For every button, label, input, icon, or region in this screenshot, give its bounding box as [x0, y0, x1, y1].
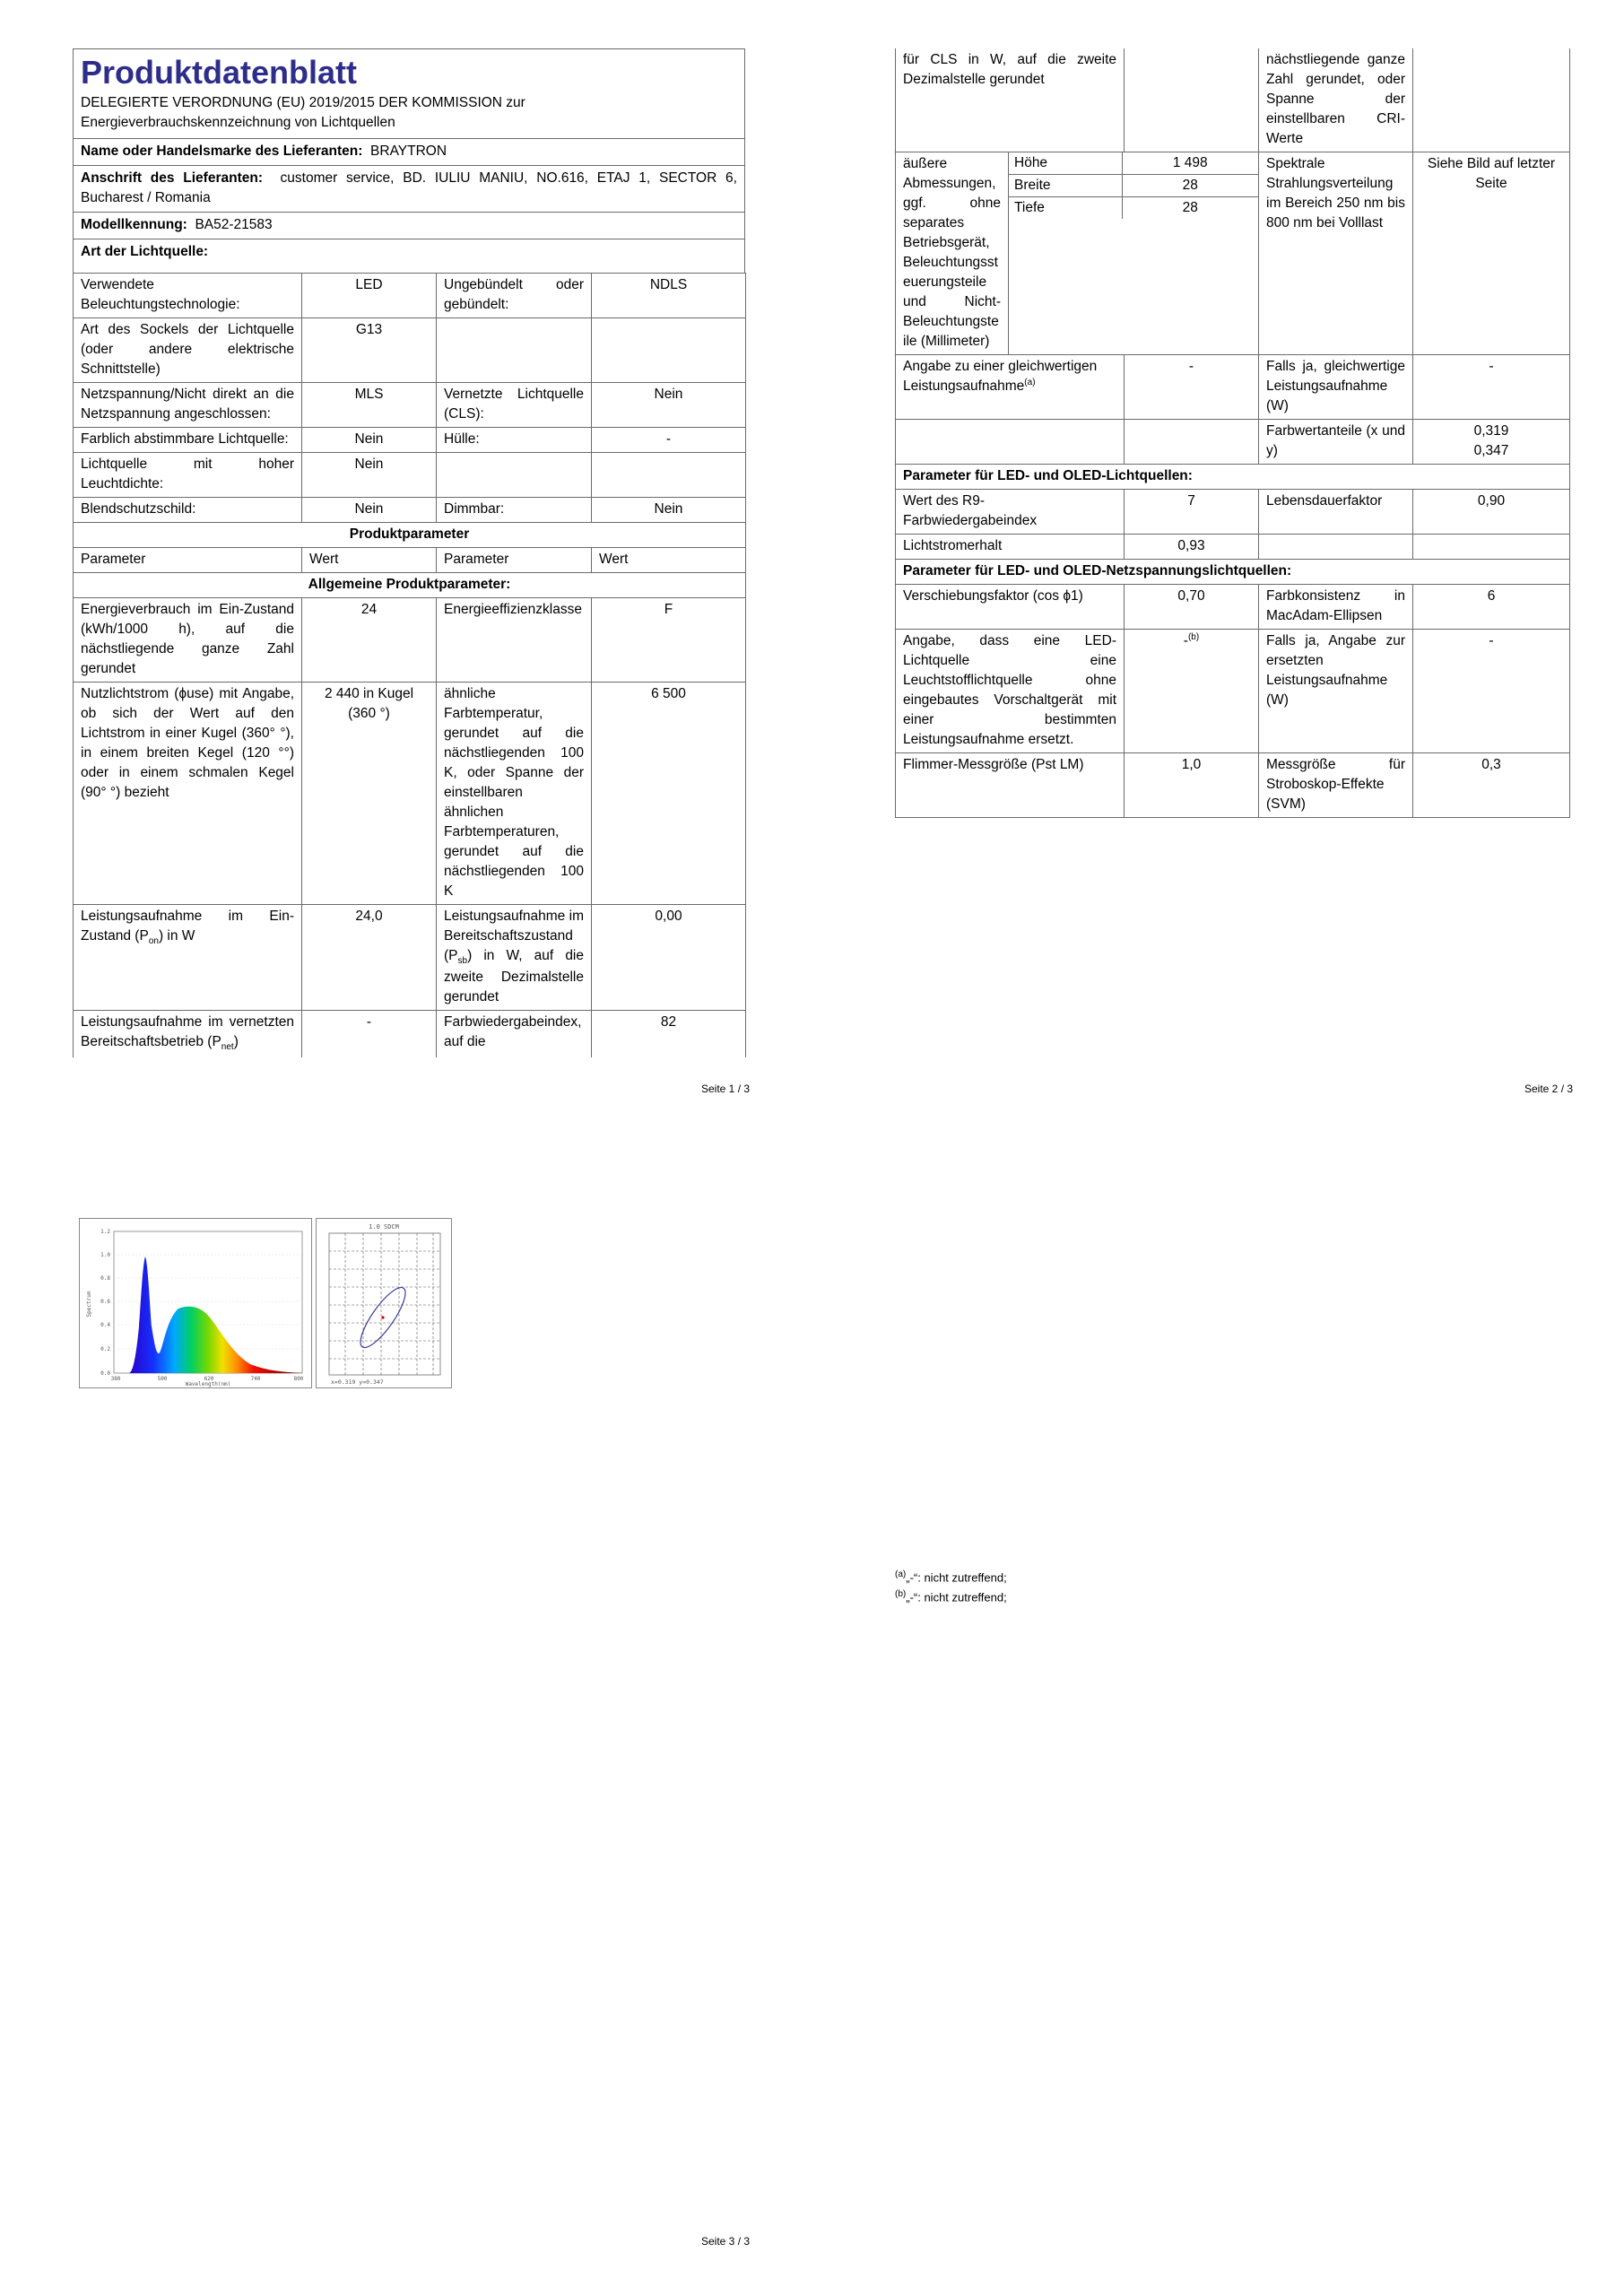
table-cell: 7 — [1125, 490, 1259, 535]
table-cell: Ungebündelt oder gebündelt: — [437, 274, 592, 318]
table-cell: 6 — [1413, 585, 1570, 630]
table-row — [74, 683, 746, 905]
chroma-y: 0,347 — [1473, 443, 1509, 458]
table-cell: Lichtquelle mit hoher Leuchtdichte: — [74, 453, 302, 498]
table-cell — [1413, 420, 1570, 465]
cell-subscript: net — [221, 1042, 234, 1053]
cell-subscript: on — [148, 936, 159, 947]
table-cell: Spektrale Strahlungsverteilung im Bereich 250 nm bis 800 nm bei Volllast — [1259, 152, 1413, 355]
table-row — [74, 274, 746, 318]
table-cell: Blendschutzschild: — [74, 498, 302, 523]
x-axis-label: Wavelength(nm) — [185, 1381, 231, 1387]
footnote-a — [895, 1568, 1569, 1587]
y-tick-label: 0.0 — [100, 1370, 110, 1377]
table-cell: Nutzlichtstrom (ϕuse) mit Angabe, ob sich der Wert auf den Lichtstrom in einer Kugel (360° °), in einem breiten Kegel (120 °°) oder in einem schmalen Kegel (90° °) bezieht — [74, 683, 302, 905]
table-cell: äußere Abmessungen, ggf. ohne separates Betriebsgerät, Beleuchtungssteuerungsteile und Nicht-Beleuchtungsteile (Millimeter) — [896, 152, 1009, 355]
y-tick-label: 1.0 — [100, 1252, 110, 1258]
table-cell: - — [592, 428, 746, 453]
light-source-type-label: Art der Lichtquelle: — [81, 244, 209, 260]
cie-title: 1.0 SDCM — [369, 1223, 399, 1231]
table-cell: für CLS in W, auf die zweite Dezimalstelle gerundet — [896, 48, 1125, 152]
chroma-x: 0,319 — [1473, 423, 1509, 439]
table-cell — [592, 453, 746, 498]
cell-text: ) in W, auf die zweite Dezimalstelle gerundet — [444, 948, 584, 1005]
table-row — [896, 535, 1570, 560]
table-cell: Verwendete Beleuchtungstechnologie: — [74, 274, 302, 318]
table-cell: Hülle: — [437, 428, 592, 453]
dimensions-table — [1009, 152, 1258, 219]
x-tick-label: 740 — [250, 1376, 261, 1382]
x-tick-label: 620 — [204, 1376, 214, 1382]
model-row — [74, 212, 744, 239]
section-header-row — [74, 573, 746, 598]
table-cell: MLS — [302, 383, 437, 428]
table-cell: Falls ja, Angabe zur ersetzten Leistungsaufnahme (W) — [1259, 630, 1413, 753]
table-cell: - — [1413, 630, 1570, 753]
table-cell: Nein — [302, 453, 437, 498]
page-number: Seite 1 / 3 — [701, 1083, 751, 1095]
table-row — [896, 490, 1570, 535]
table-cell: 24 — [302, 598, 437, 683]
table-row — [74, 1011, 746, 1057]
table-cell: Höhe — [1009, 152, 1122, 175]
table-cell: Nein — [592, 383, 746, 428]
address-value: customer service, BD. IULIU MANIU, NO.616, ETAJ 1, SECTOR 6, Bucharest / Romania — [81, 170, 737, 206]
column-header: Wert — [592, 548, 746, 573]
footnote-text: „-“: nicht zutreffend; — [906, 1590, 1007, 1605]
table-cell: Netzspannung/Nicht direkt an die Netzspannung angeschlossen: — [74, 383, 302, 428]
column-header: Parameter — [74, 548, 302, 573]
table-cell: Dimmbar: — [437, 498, 592, 523]
table-cell: Nein — [302, 498, 437, 523]
table-row — [74, 453, 746, 498]
table-row — [1009, 152, 1258, 175]
cell-text: - — [1183, 633, 1188, 649]
document-subtitle: DELEGIERTE VERORDNUNG (EU) 2019/2015 DER KOMMISSION zur Energieverbrauchskennzeichnung von Lichtquellen — [81, 95, 525, 131]
table-cell: Verschiebungsfaktor (cos ϕ1) — [896, 585, 1125, 630]
model-value: BA52-21583 — [195, 217, 273, 233]
table-cell: - — [302, 1011, 437, 1057]
table-cell: Vernetzte Lichtquelle (CLS): — [437, 383, 592, 428]
table-row — [896, 630, 1570, 753]
table-row — [74, 598, 746, 683]
table-row — [896, 48, 1570, 152]
table-cell — [1259, 535, 1413, 560]
footnote-ref: (b) — [1187, 632, 1200, 642]
section-header-row — [896, 465, 1570, 490]
table-row — [74, 905, 746, 1011]
cell-text: ) in W — [158, 928, 195, 944]
table-cell — [1125, 630, 1259, 753]
table-cell: Lichtstromerhalt — [896, 535, 1125, 560]
table-cell: - — [1413, 355, 1570, 420]
page-1 — [73, 48, 745, 1057]
table-row — [1009, 175, 1258, 197]
table-cell: Nein — [302, 428, 437, 453]
table-row — [896, 753, 1570, 818]
table-cell: Wert des R9-Farbwiedergabeindex — [896, 490, 1125, 535]
table-row — [896, 585, 1570, 630]
page-1-header — [73, 48, 745, 274]
table-cell — [1125, 420, 1259, 465]
table-cell: LED — [302, 274, 437, 318]
table-cell: Farbwertanteile (x und y) — [1259, 420, 1413, 465]
table-cell: ähnliche Farbtemperatur, gerundet auf die nächstliegenden 100 K, oder Spanne der einstellbaren ähnlichen Farbtemperaturen, gerundet auf die nächstliegenden 100 K — [437, 683, 592, 905]
light-source-type-header — [74, 239, 744, 273]
table-cell: Tiefe — [1009, 197, 1122, 220]
table-cell: 28 — [1122, 175, 1258, 197]
table-cell — [1125, 48, 1259, 152]
x-tick-label: 800 — [293, 1376, 304, 1382]
table-row — [896, 152, 1570, 355]
table-cell: 0,00 — [592, 905, 746, 1011]
supplier-label: Name oder Handelsmarke des Lieferanten: — [81, 144, 363, 160]
table-cell — [1413, 535, 1570, 560]
address-row — [74, 165, 744, 212]
table-row — [1009, 197, 1258, 220]
table-cell: Angabe, dass eine LED-Lichtquelle eine Leuchtstofflichtquelle ohne eingebautes Vorschaltgerät mit einer bestimmten Leistungsaufnahme ersetzt. — [896, 630, 1125, 753]
table-cell: Energieverbrauch im Ein-Zustand (kWh/1000 h), auf die nächstliegende ganze Zahl gerundet — [74, 598, 302, 683]
table-cell — [896, 355, 1125, 420]
table-cell: F — [592, 598, 746, 683]
y-tick-label: 0.2 — [100, 1346, 110, 1352]
x-tick-label: 380 — [110, 1376, 121, 1382]
y-tick-label: 0.6 — [100, 1299, 110, 1305]
table-cell: Art des Sockels der Lichtquelle (oder andere elektrische Schnittstelle) — [74, 318, 302, 383]
cie-readout: x=0.319 y=0.347 — [331, 1378, 384, 1386]
footnote-marker: (b) — [895, 1589, 907, 1600]
cie-ellipse-image — [316, 1218, 452, 1388]
footnote-text: „-“: nicht zutreffend; — [906, 1570, 1007, 1585]
cell-subscript: sb — [457, 956, 468, 967]
table-cell: nächstliegende ganze Zahl gerundet, oder Spanne der einstellbaren CRI-Werte — [1259, 48, 1413, 152]
cell-text: Angabe zu einer gleichwertigen Leistungsaufnahme — [903, 359, 1098, 395]
table-cell: Messgröße für Stroboskop-Effekte (SVM) — [1259, 753, 1413, 818]
column-header: Parameter — [437, 548, 592, 573]
table-cell: Lebensdauerfaktor — [1259, 490, 1413, 535]
table-cell: Energieeffizienzklasse — [437, 598, 592, 683]
document-title: Produktdatenblatt — [81, 54, 358, 91]
column-header-row — [74, 548, 746, 573]
table-row — [74, 428, 746, 453]
general-params-header: Allgemeine Produktparameter: — [74, 573, 746, 598]
table-cell: 6 500 — [592, 683, 746, 905]
table-cell — [1413, 48, 1570, 152]
model-label: Modellkennung: — [81, 217, 187, 233]
page-number: Seite 3 / 3 — [701, 2235, 751, 2248]
section-header-row — [74, 523, 746, 548]
cell-text: ) — [233, 1034, 239, 1050]
section-header-row — [896, 560, 1570, 585]
product-params-header: Produktparameter — [74, 523, 746, 548]
table-cell: 28 — [1182, 200, 1198, 215]
table-cell: 0,90 — [1413, 490, 1570, 535]
table-cell: Nein — [592, 498, 746, 523]
led-params-header: Parameter für LED- und OLED-Lichtquellen: — [896, 465, 1570, 490]
table-cell: Siehe Bild auf letzter Seite — [1413, 152, 1570, 355]
mains-params-header: Parameter für LED- und OLED-Netzspannungslichtquellen: — [896, 560, 1570, 585]
table-row — [896, 420, 1570, 465]
address-label: Anschrift des Lieferanten: — [81, 170, 263, 187]
table-row — [74, 383, 746, 428]
cell-text: Leistungsaufnahme im Bereitschaftszustand (P — [444, 909, 584, 964]
table-cell: 1,0 — [1125, 753, 1259, 818]
table-cell: NDLS — [592, 274, 746, 318]
cell-text: Leistungsaufnahme im Ein-Zustand (P — [81, 909, 294, 944]
table-cell — [437, 453, 592, 498]
table-cell: 24,0 — [302, 905, 437, 1011]
chromaticity-point — [381, 1316, 384, 1318]
footnote-marker: (a) — [895, 1570, 907, 1579]
footnotes — [895, 1568, 1569, 1607]
table-row — [896, 355, 1570, 420]
table-cell — [437, 318, 592, 383]
footnote-ref: (a) — [1024, 378, 1036, 387]
table-cell: Farbwiedergabeindex, auf die — [437, 1011, 592, 1057]
supplier-row — [74, 138, 744, 165]
cell-text: Leistungsaufnahme im vernetzten Bereitschaftsbetrieb (P — [81, 1014, 294, 1050]
supplier-value: BRAYTRON — [370, 144, 447, 160]
dimensions-cell — [1009, 152, 1259, 355]
cie-ellipse-chart — [317, 1219, 451, 1387]
x-tick-label: 500 — [157, 1376, 168, 1382]
page-1-table — [73, 273, 746, 1057]
table-row — [74, 498, 746, 523]
table-cell: Flimmer-Messgröße (Pst LM) — [896, 753, 1125, 818]
table-cell — [592, 318, 746, 383]
y-axis-label: Spectrum — [86, 1291, 92, 1318]
spectrum-image — [79, 1218, 312, 1388]
column-header: Wert — [302, 548, 437, 573]
table-cell — [437, 905, 592, 1011]
table-cell: - — [1125, 355, 1259, 420]
table-row — [74, 318, 746, 383]
table-cell: Falls ja, gleichwertige Leistungsaufnahme (W) — [1259, 355, 1413, 420]
table-cell: Breite — [1009, 175, 1122, 197]
spectrum-chart — [80, 1219, 311, 1387]
table-cell: 0,3 — [1413, 753, 1570, 818]
table-cell: 2 440 in Kugel (360 °) — [302, 683, 437, 905]
table-cell: G13 — [302, 318, 437, 383]
y-tick-label: 0.8 — [100, 1275, 110, 1282]
table-cell: Farblich abstimmbare Lichtquelle: — [74, 428, 302, 453]
table-cell — [74, 905, 302, 1011]
table-cell: 0,70 — [1125, 585, 1259, 630]
y-tick-label: 1.2 — [100, 1229, 110, 1235]
footnote-b — [895, 1587, 1569, 1607]
table-cell: Farbkonsistenz in MacAdam-Ellipsen — [1259, 585, 1413, 630]
table-cell — [74, 1011, 302, 1057]
table-cell: 0,93 — [1125, 535, 1259, 560]
page-2-table — [895, 48, 1570, 818]
table-cell: 82 — [592, 1011, 746, 1057]
table-cell: 1 498 — [1172, 155, 1208, 170]
y-tick-label: 0.4 — [100, 1322, 110, 1328]
table-cell — [896, 420, 1125, 465]
page-number: Seite 2 / 3 — [1524, 1083, 1574, 1095]
